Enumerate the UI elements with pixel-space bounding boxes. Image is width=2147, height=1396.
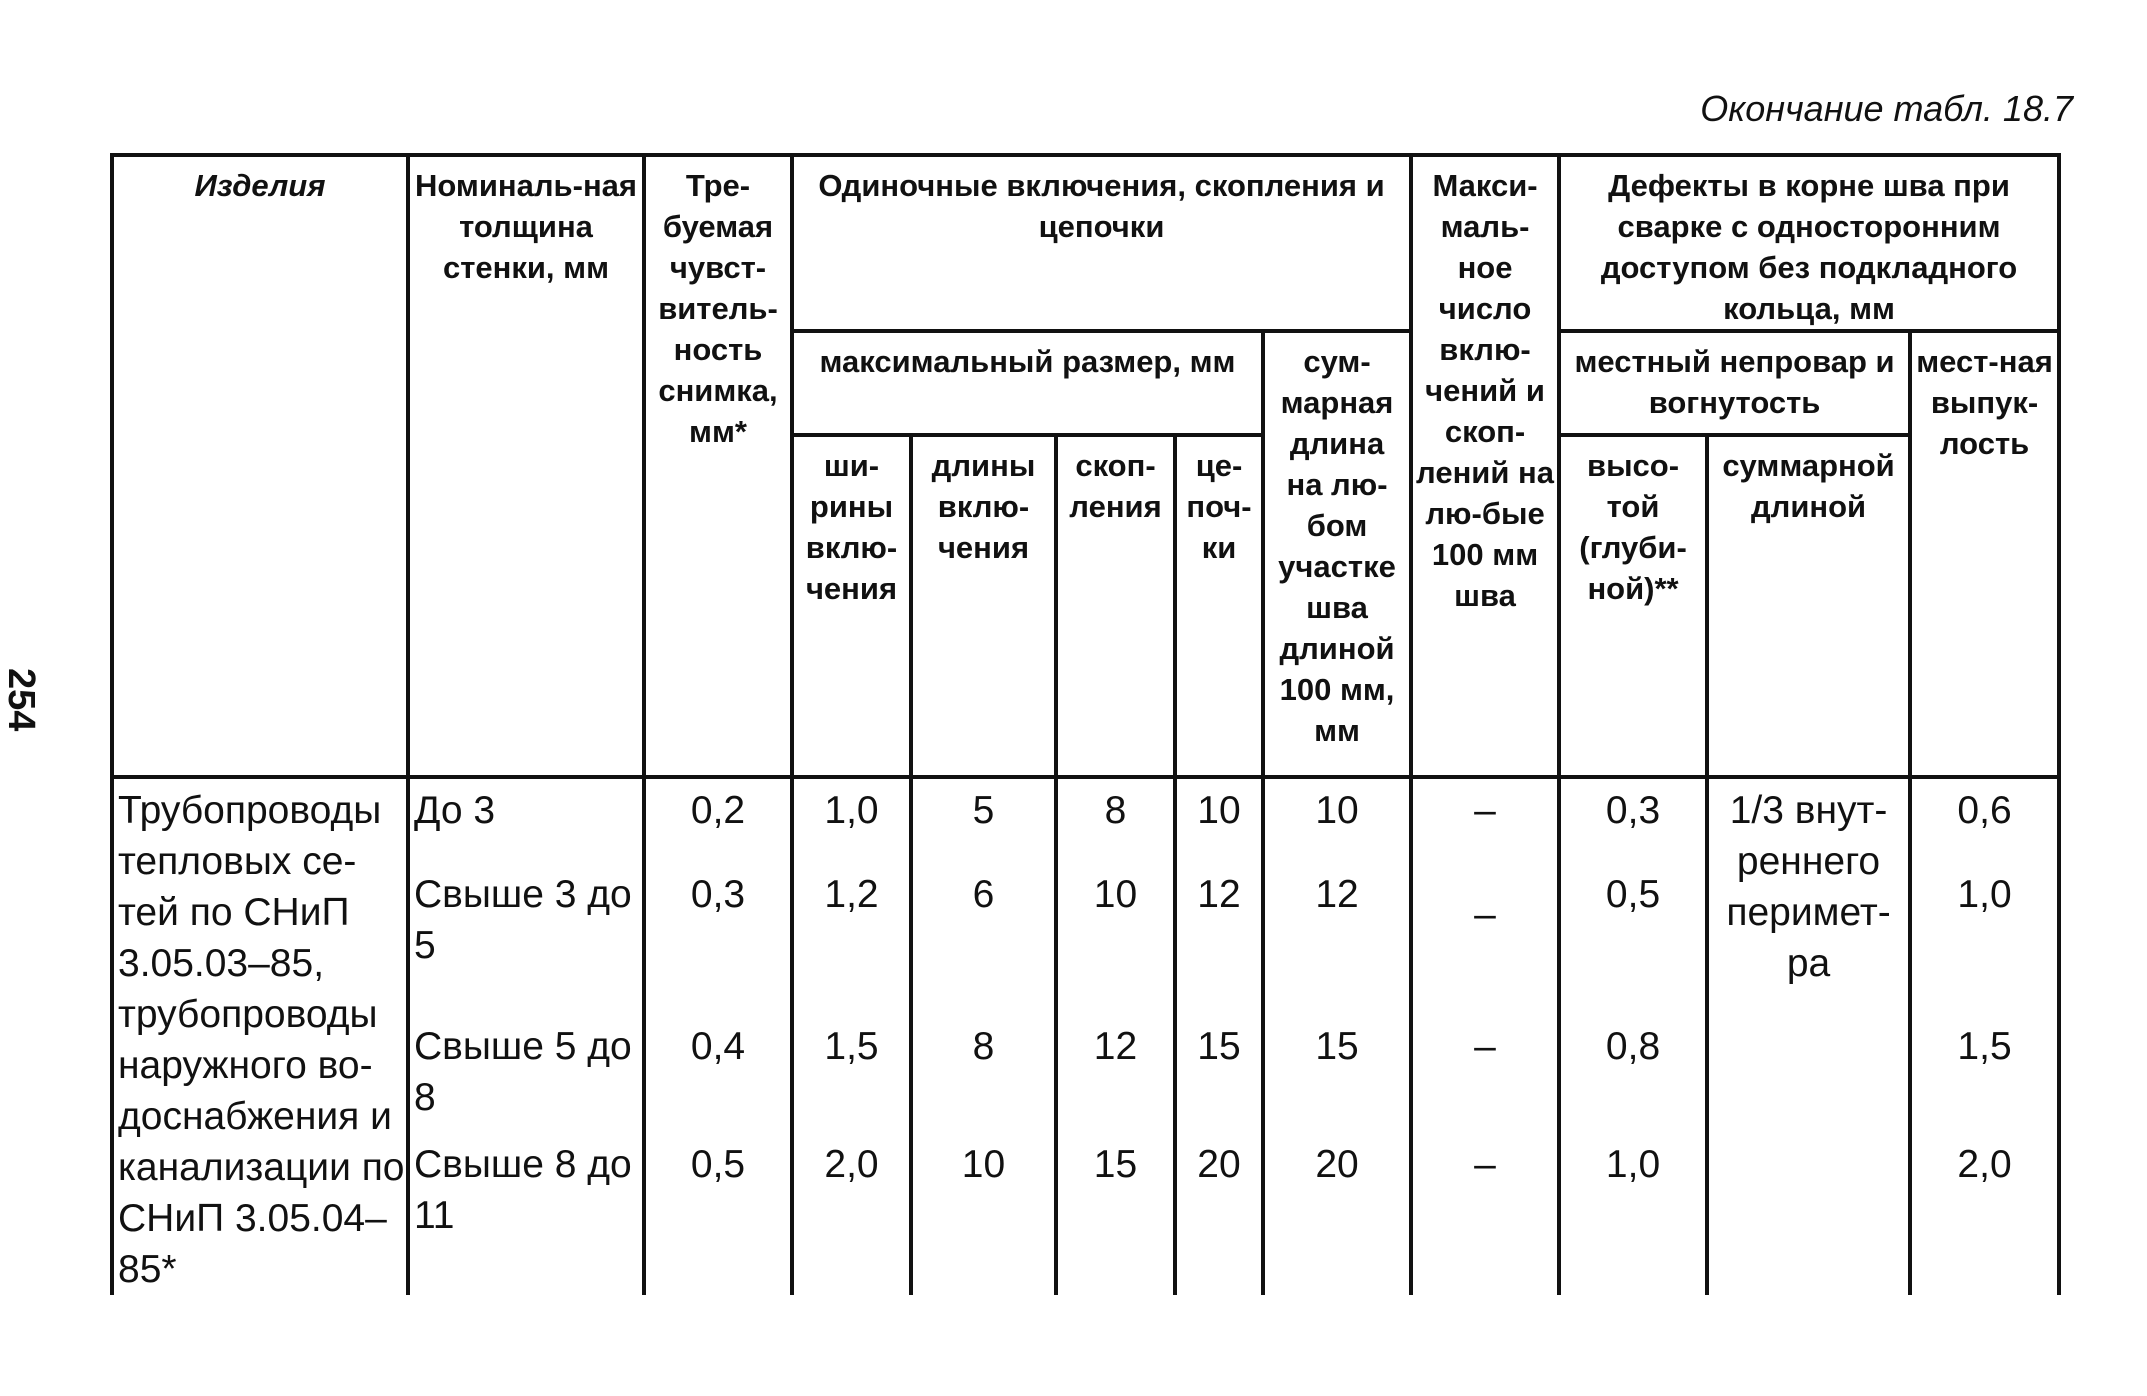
header-thickness: Номиналь-ная толщина стенки, мм — [408, 155, 644, 777]
row-3-height: 0,8 — [1559, 1015, 1707, 1133]
row-4-count: – — [1411, 1133, 1559, 1295]
row-3-width: 1,5 — [792, 1015, 911, 1133]
row-1-height: 0,3 — [1559, 777, 1707, 863]
row-3-total: 15 — [1263, 1015, 1411, 1133]
row-4-sensitivity: 0,5 — [644, 1133, 792, 1295]
header-items: Изделия — [112, 155, 408, 777]
defects-table — [110, 153, 2061, 1295]
header-width: ши-рины вклю-чения — [792, 435, 911, 777]
row-3-length: 8 — [911, 1015, 1056, 1133]
header-total-length: сум-марная длина на лю-бом участке шва длиной 100 мм, мм — [1263, 331, 1411, 777]
row-1-sensitivity: 0,2 — [644, 777, 792, 863]
row-2-count: – — [1411, 863, 1559, 1015]
row-1-thickness: До 3 — [408, 777, 644, 863]
row-2-chain: 12 — [1175, 863, 1263, 1015]
header-root-defects: Дефекты в корне шва при сварке с односторонним доступом без подкладного кольца, мм — [1559, 155, 2059, 331]
row-2-total: 12 — [1263, 863, 1411, 1015]
row-2-width: 1,2 — [792, 863, 911, 1015]
header-chain: це-поч-ки — [1175, 435, 1263, 777]
row-3-chain: 15 — [1175, 1015, 1263, 1133]
row-1-chain: 10 — [1175, 777, 1263, 863]
header-cluster: скоп-ления — [1056, 435, 1175, 777]
header-convexity: мест-ная выпук-лость — [1910, 331, 2059, 777]
header-height: высо-той (глуби-ной)** — [1559, 435, 1707, 777]
row-1-total: 10 — [1263, 777, 1411, 863]
row-3-convexity: 1,5 — [1910, 1015, 2059, 1133]
row-4-length: 10 — [911, 1133, 1056, 1295]
row-2-thickness: Свыше 3 до 5 — [408, 863, 644, 1015]
row-1-cluster: 8 — [1056, 777, 1175, 863]
header-single-inclusions: Одиночные включения, скопления и цепочки — [792, 155, 1411, 331]
header-max-count: Макси-маль-ное число вклю-чений и скоп-лений на лю-бые 100 мм шва — [1411, 155, 1559, 777]
row-1-width: 1,0 — [792, 777, 911, 863]
row-2-height: 0,5 — [1559, 863, 1707, 1015]
row-3-count: – — [1411, 1015, 1559, 1133]
row-2-sensitivity: 0,3 — [644, 863, 792, 1015]
header-max-size: максимальный размер, мм — [792, 331, 1263, 435]
row-4-chain: 20 — [1175, 1133, 1263, 1295]
header-length: длины вклю-чения — [911, 435, 1056, 777]
row-3-sensitivity: 0,4 — [644, 1015, 792, 1133]
row-1-convexity: 0,6 — [1910, 777, 2059, 863]
row-4-thickness: Свыше 8 до 11 — [408, 1133, 644, 1295]
row-4-total: 20 — [1263, 1133, 1411, 1295]
header-sum-length: суммарной длиной — [1707, 435, 1910, 777]
product-cell: Трубопроводы тепловых се-тей по СНиП 3.05.03–85, трубопроводы наружного во-доснабжения и канализации по СНиП 3.05.04–85* — [112, 777, 408, 1295]
table-caption: Окончание табл. 18.7 — [1700, 88, 2073, 129]
row-2-cluster: 10 — [1056, 863, 1175, 1015]
row-4-height: 1,0 — [1559, 1133, 1707, 1295]
page-number-text: 254 — [0, 668, 42, 732]
row-2-length: 6 — [911, 863, 1056, 1015]
row-3-cluster: 12 — [1056, 1015, 1175, 1133]
row-2-convexity: 1,0 — [1910, 863, 2059, 1015]
row-3-thickness: Свыше 5 до 8 — [408, 1015, 644, 1133]
header-local-lack: местный непровар и вогнутость — [1559, 331, 1910, 435]
row-4-convexity: 2,0 — [1910, 1133, 2059, 1295]
page-number — [0, 668, 42, 731]
row-4-cluster: 15 — [1056, 1133, 1175, 1295]
row-1-count: – — [1411, 777, 1559, 863]
header-sensitivity: Тре-буемая чувст-витель-ность снимка, мм* — [644, 155, 792, 777]
row-1-length: 5 — [911, 777, 1056, 863]
sum-length-cell: 1/3 внут-реннего перимет-ра — [1707, 777, 1910, 1295]
row-4-width: 2,0 — [792, 1133, 911, 1295]
